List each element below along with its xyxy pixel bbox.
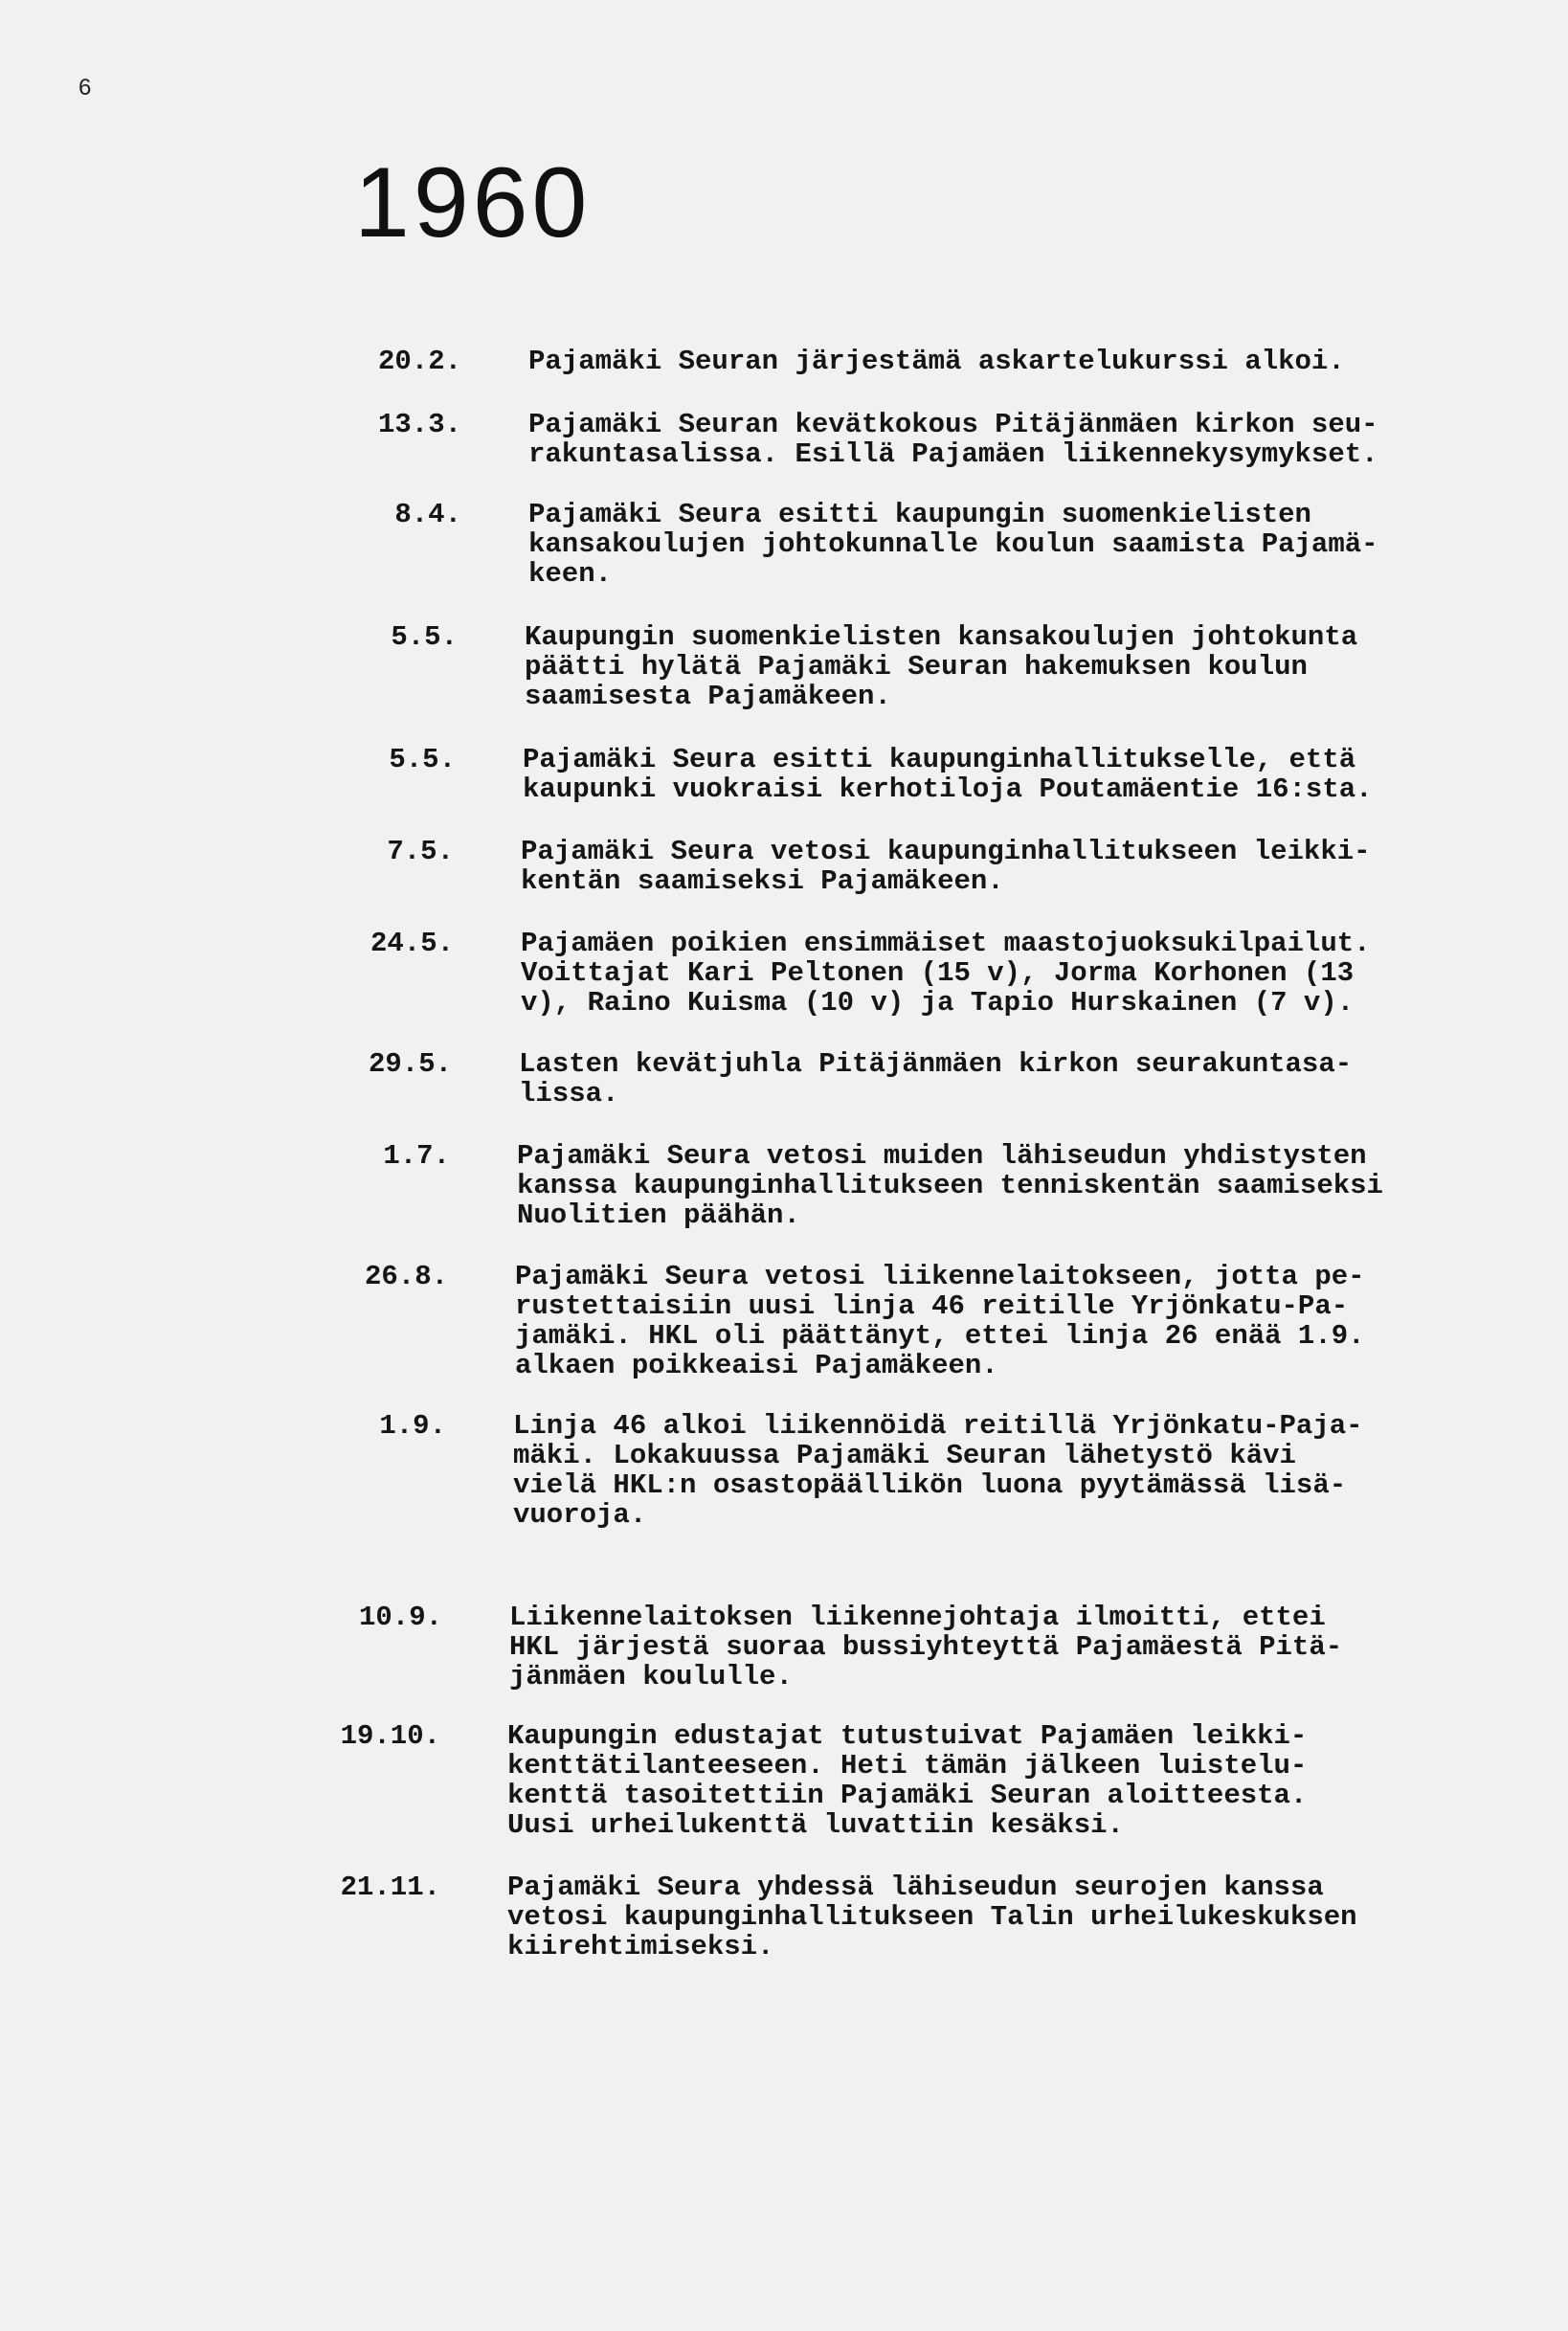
entry-text: Pajamäki Seura esitti kaupunginhallitukselle, että kaupunki vuokraisi kerhotiloja Poutamäentie 16:sta.	[523, 744, 1373, 805]
timeline-entry	[394, 499, 1455, 590]
entry-text: Lasten kevätjuhla Pitäjänmäen kirkon seurakuntasa- lissa.	[519, 1048, 1353, 1109]
timeline-entry	[391, 621, 1455, 712]
entry-text: Kaupungin suomenkielisten kansakoulujen johtokunta päätti hylätä Pajamäki Seuran hakemuksen koulun saamisesta Pajamäkeen.	[525, 621, 1358, 712]
entry-date: 19.10.	[340, 1720, 440, 1752]
timeline-entry	[368, 1048, 1455, 1109]
timeline-entry	[364, 1261, 1455, 1381]
entry-date: 1.7.	[383, 1140, 450, 1172]
timeline-entry	[383, 1140, 1455, 1231]
timeline-entry	[389, 744, 1455, 805]
entry-date: 10.9.	[358, 1602, 442, 1633]
entry-date: 24.5.	[370, 928, 454, 959]
entry-date: 13.3.	[377, 409, 461, 440]
entry-text: Pajamäki Seura esitti kaupungin suomenkielisten kansakoulujen johtokunnalle koulun saamista Pajamä- keen.	[528, 499, 1378, 590]
entry-text: Pajamäen poikien ensimmäiset maastojuoksukilpailut. Voittajat Kari Peltonen (15 v), Jorma Korhonen (13 v), Raino Kuisma (10 v) ja Tapio Hurskainen (7 v).	[521, 928, 1371, 1019]
timeline-entry	[377, 346, 1455, 377]
entry-date: 8.4.	[394, 499, 461, 530]
timeline-entry	[377, 409, 1455, 470]
entry-date: 21.11.	[340, 1872, 440, 1903]
timeline-entry	[340, 1872, 1455, 1962]
timeline-entry	[370, 928, 1455, 1019]
entry-text: Liikennelaitoksen liikennejohtaja ilmoitti, ettei HKL järjestä suoraa bussiyhteyttä Pajamäestä Pitä- jänmäen koululle.	[509, 1602, 1343, 1692]
timeline-entry	[387, 836, 1455, 897]
entry-text: Pajamäki Seuran kevätkokous Pitäjänmäen kirkon seu- rakuntasalissa. Esillä Pajamäen liikennekysymykset.	[528, 409, 1378, 470]
entry-text: Pajamäki Seura vetosi liikennelaitokseen, jotta pe- rustettaisiin uusi linja 46 reitille Yrjönkatu-Pa- jamäki. HKL oli päättänyt, ettei linja 26 enää 1.9. alkaen poikkeaisi Pajamäkeen.	[515, 1261, 1365, 1381]
entry-text: Pajamäki Seura vetosi kaupunginhallitukseen leikki- kentän saamiseksi Pajamäkeen.	[521, 836, 1371, 897]
page-number: 6	[78, 75, 92, 101]
entry-date: 7.5.	[387, 836, 454, 867]
entry-text: Kaupungin edustajat tutustuivat Pajamäen leikki- kenttätilanteeseen. Heti tämän jälkeen luistelu- kenttä tasoitettiin Pajamäki Seuran aloitteesta. Uusi urheilukenttä luvattiin kesäksi.	[507, 1720, 1308, 1841]
year-heading: 1960	[354, 147, 592, 258]
entry-date: 5.5.	[391, 621, 458, 653]
entry-text: Linja 46 alkoi liikennöidä reitillä Yrjönkatu-Paja- mäki. Lokakuussa Pajamäki Seuran lähetystö kävi vielä HKL:n osastopäällikön luona pyytämässä lisä- vuoroja.	[513, 1410, 1363, 1531]
entry-date: 20.2.	[377, 346, 461, 377]
timeline-entry	[340, 1720, 1455, 1841]
entry-date: 5.5.	[389, 744, 456, 775]
entry-text: Pajamäki Seura vetosi muiden lähiseudun yhdistysten kanssa kaupunginhallitukseen tenniskentän saamiseksi Nuolitien päähän.	[517, 1140, 1383, 1231]
entry-date: 29.5.	[368, 1048, 452, 1080]
timeline-entry	[379, 1410, 1455, 1531]
entry-text: Pajamäki Seuran järjestämä askartelukurssi alkoi.	[528, 346, 1345, 377]
timeline-entry	[358, 1602, 1455, 1692]
entry-date: 1.9.	[379, 1410, 446, 1442]
entry-text: Pajamäki Seura yhdessä lähiseudun seurojen kanssa vetosi kaupunginhallitukseen Talin urheilukeskuksen kiirehtimiseksi.	[507, 1872, 1357, 1962]
entry-date: 26.8.	[364, 1261, 448, 1292]
